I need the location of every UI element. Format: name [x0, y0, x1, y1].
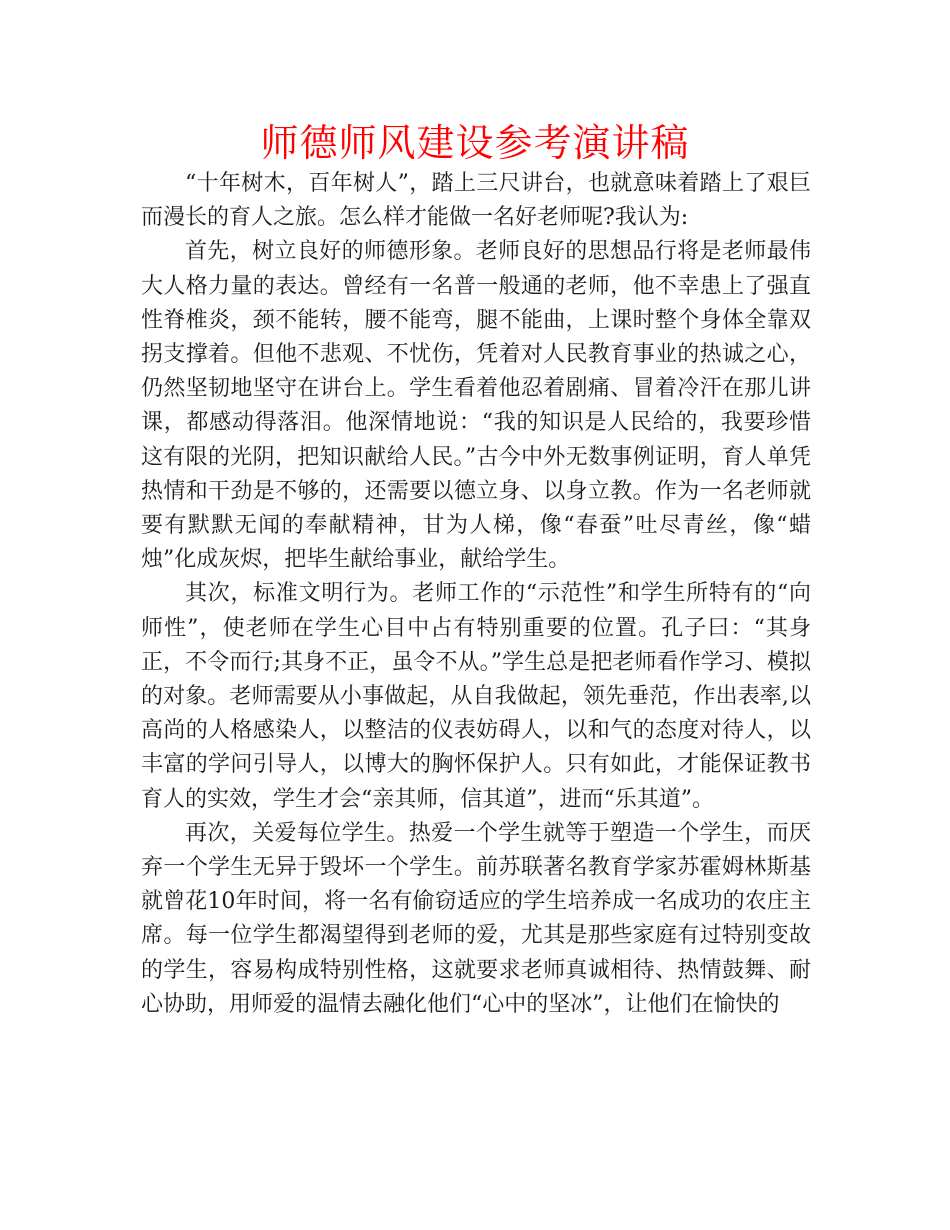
- paragraph-intro: “十年树木，百年树人”，踏上三尺讲台，也就意味着踏上了艰巨而漫长的育人之旅。怎么样才能做一名好老师呢?我认为:: [141, 171, 811, 231]
- paragraph-first: 首先，树立良好的师德形象。老师良好的思想品行将是老师最伟大人格力量的表达。曾经有一名普一般通的老师，他不幸患上了强直性脊椎炎，颈不能转，腰不能弯，腿不能曲，上课时整个身体全靠双拐支撑着。但他不悲观、不忧伤，凭着对人民教育事业的热诚之心，仍然坚韧地坚守在讲台上。学生看着他忍着剧痛、冒着冷汗在那儿讲课，都感动得落泪。他深情地说：“我的知识是人民给的，我要珍惜这有限的光阴，把知识献给人民。”古今中外无数事例证明，育人单凭热情和干劲是不够的，还需要以德立身、以身立教。作为一名老师就要有默默无闻的奉献精神，甘为人梯，像“春蚕”吐尽青丝，像“蜡烛”化成灰烬，把毕生献给事业，献给学生。: [141, 239, 811, 573]
- paragraph-second: 其次，标准文明行为。老师工作的“示范性”和学生所特有的“向师性”，使老师在学生心目中占有特别重要的位置。孔子曰：“其身正，不令而行;其身不正，虽令不从。”学生总是把老师看作学习、模拟的对象。老师需要从小事做起，从自我做起，领先垂范，作出表率,以高尚的人格感染人，以整洁的仪表妨碍人，以和气的态度对待人，以丰富的学问引导人，以博大的胸怀保护人。只有如此，才能保证教书育人的实效，学生才会“亲其师，信其道”，进而“乐其道”。: [141, 581, 811, 812]
- document-body: [141, 167, 811, 1022]
- paragraph-third: 再次，关爱每位学生。热爱一个学生就等于塑造一个学生，而厌弃一个学生无异于毁坏一个学生。前苏联著名教育学家苏霍姆林斯基就曾花10年时间，将一名有偷窃适应的学生培养成一名成功的农庄主席。每一位学生都渴望得到老师的爱，尤其是那些家庭有过特别变故的学生，容易构成特别性格，这就要求老师真诚相待、热情鼓舞、耐心协助，用师爱的温情去融化他们“心中的坚冰”，让他们在愉快的: [141, 820, 811, 1017]
- document-title: 师德师风建设参考演讲稿: [260, 121, 690, 165]
